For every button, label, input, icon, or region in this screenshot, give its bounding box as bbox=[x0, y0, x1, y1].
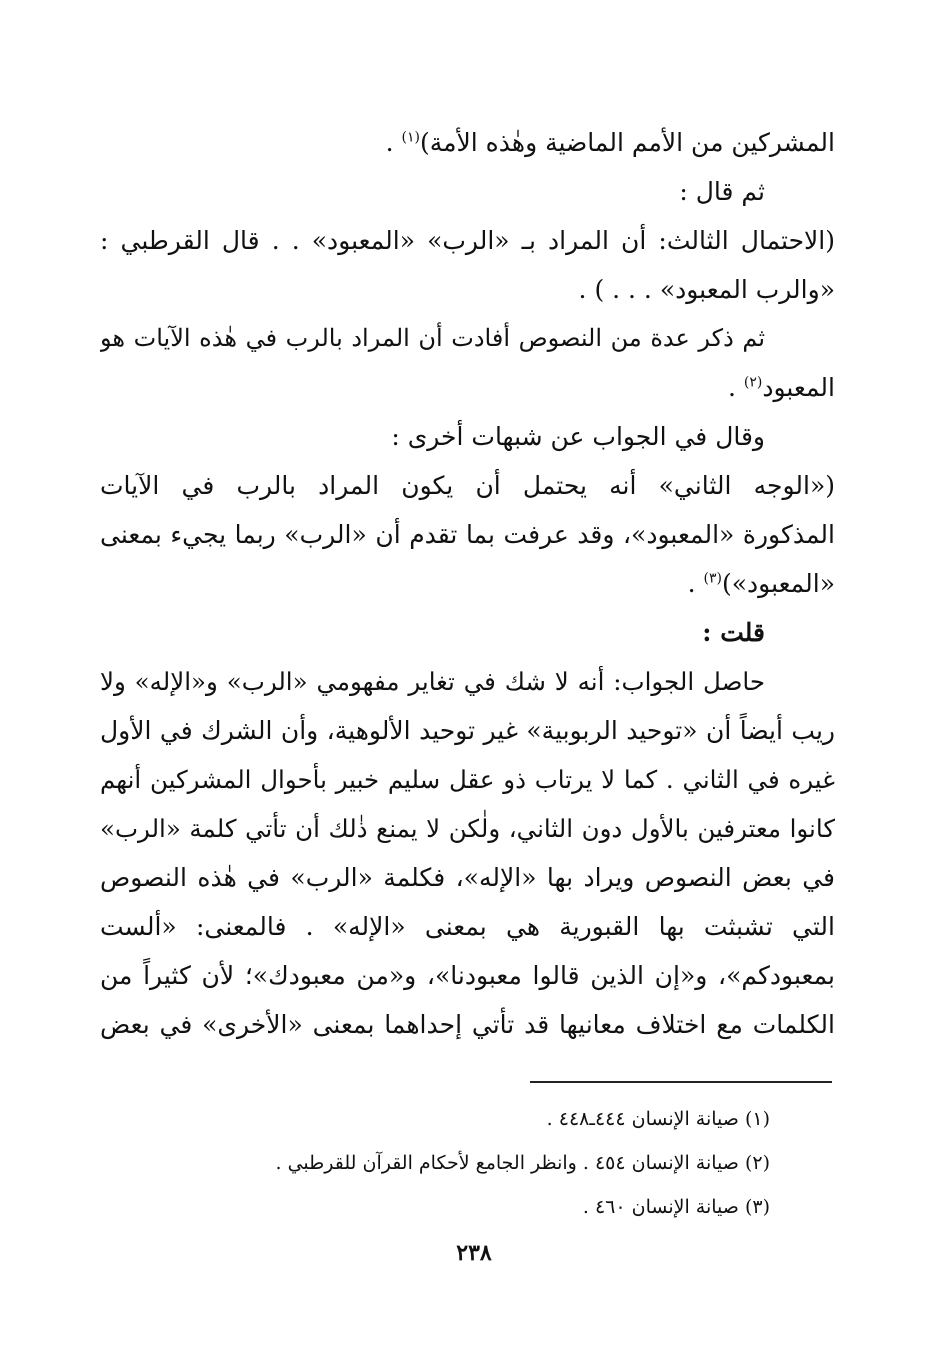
text-line: التي تشبثت بها القبورية هي بمعنى «الإله» . فالمعنى: «ألست bbox=[100, 912, 835, 941]
footnote-ref: (٢) bbox=[743, 374, 763, 391]
footnotes bbox=[200, 1097, 770, 1229]
text-line: المشركين من الأمم الماضية وهٰذه الأمة)$^{(١)}$ . bbox=[385, 128, 835, 157]
main-text bbox=[100, 118, 835, 1049]
text-line: بمعبودكم»، و«إن الذين قالوا معبودنا»، و«من معبودك»؛ لأن كثيراً من bbox=[100, 961, 835, 990]
text-line: «والرب المعبود» . . . ) . bbox=[578, 275, 835, 304]
text-line: وقال في الجواب عن شبهات أخرى : bbox=[391, 422, 765, 451]
footnote-ref: (١) bbox=[401, 129, 420, 146]
text-line: كانوا معترفين بالأول دون الثاني، ولٰكن لا يمنع ذٰلك أن تأتي كلمة «الرب» bbox=[100, 814, 835, 843]
text-line: في بعض النصوص ويراد بها «الإله»، فكلمة «الرب» في هٰذه النصوص bbox=[100, 863, 835, 892]
text-line: حاصل الجواب: أنه لا شك في تغاير مفهومي «الرب» و«الإله» ولا bbox=[100, 667, 765, 696]
text-line: المعبود$^{(٢)}$ . bbox=[727, 373, 835, 402]
text-line: المذكورة «المعبود»، وقد عرفت بما تقدم أن «الرب» ربما يجيء بمعنى bbox=[100, 520, 835, 549]
text-line: غيره في الثاني . كما لا يرتاب ذو عقل سليم خبير بأحوال المشركين أنهم bbox=[100, 765, 835, 794]
footnote-2: (٢) صيانة الإنسان ٤٥٤ . وانظر الجامع لأحكام القرآن للقرطبي . bbox=[275, 1152, 770, 1174]
text-line: الكلمات مع اختلاف معانيها قد تأتي إحداهما بمعنى «الأخرى» في بعض bbox=[100, 1010, 835, 1039]
footnote-divider bbox=[530, 1081, 832, 1083]
footnote-1: (١) صيانة الإنسان ٤٤٤ـ٤٤٨ . bbox=[546, 1108, 770, 1130]
text-line: ريب أيضاً أن «توحيد الربوبية» غير توحيد الألوهية، وأن الشرك في الأول bbox=[100, 716, 835, 745]
footnote-3: (٣) صيانة الإنسان ٤٦٠ . bbox=[582, 1196, 770, 1218]
page-number: ٢٣٨ bbox=[456, 1240, 492, 1266]
text-line: ثم ذكر عدة من النصوص أفادت أن المراد بالرب في هٰذه الآيات هو bbox=[100, 324, 765, 352]
text-line: («الوجه الثاني» أنه يحتمل أن يكون المراد بالرب في الآيات bbox=[100, 471, 835, 500]
section-heading: قلت : bbox=[702, 618, 765, 647]
text-line: ثم قال : bbox=[679, 177, 765, 206]
footnote-ref: (٣) bbox=[703, 570, 722, 587]
text-line: (الاحتمال الثالث: أن المراد بـ «الرب» «المعبود» . . قال القرطبي : bbox=[100, 226, 835, 255]
text-line: «المعبود»)$^{(٣)}$ . bbox=[687, 569, 835, 598]
